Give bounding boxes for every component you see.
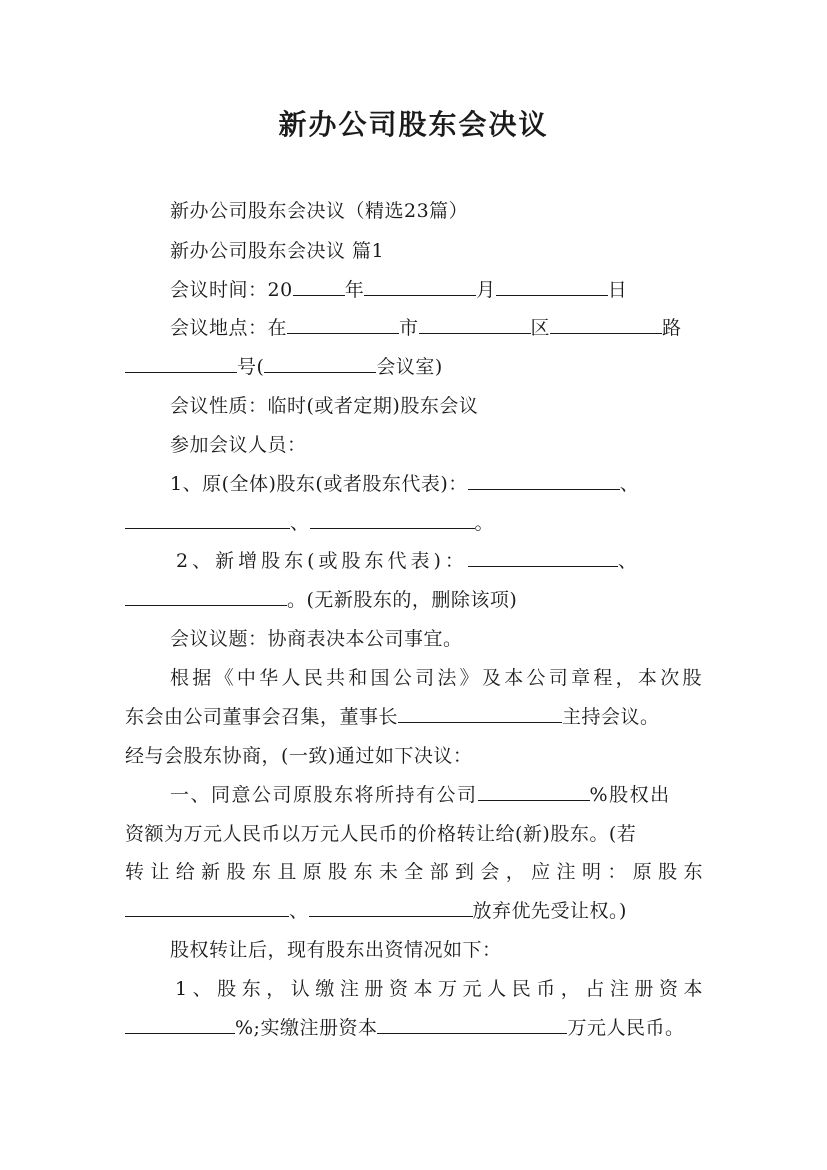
road-blank	[550, 315, 662, 334]
month-label: 月	[476, 279, 496, 301]
basis-line-3: 经与会股东协商，(一致)通过如下决议：	[125, 745, 473, 767]
attendee-item-1-cont	[125, 510, 494, 536]
number-blank	[125, 354, 237, 373]
resolution-1-line-3: 转让给新股东且原股东未全部到会，应注明：原股东	[125, 861, 703, 883]
basis-line-2-end: 主持会议。	[562, 706, 660, 728]
shareholder-blank	[310, 510, 475, 529]
section-heading: 新办公司股东会决议 篇1	[170, 240, 385, 262]
document-title: 新办公司股东会决议	[278, 108, 549, 141]
attendee-item-1-text: 1、原(全体)股东(或者股东代表)：	[170, 473, 468, 495]
road-label: 路	[662, 317, 682, 339]
city-label: 市	[399, 317, 419, 339]
paid-capital-blank	[377, 1015, 567, 1034]
attendee-item-2-note: 。(无新股东的，删除该项)	[287, 589, 518, 611]
original-shareholder-blank	[125, 898, 289, 917]
meeting-place-line	[170, 315, 682, 341]
meeting-nature-line: 会议性质：临时(或者定期)股东会议	[170, 395, 479, 417]
paid-capital-end: 万元人民币。	[567, 1017, 685, 1039]
meeting-time-label: 会议时间：20	[170, 279, 293, 301]
original-shareholder-blank	[309, 898, 473, 917]
resolution-1-text: 一、同意公司原股东将所持有公司	[170, 784, 478, 806]
district-blank	[419, 315, 531, 334]
attendee-item-2	[176, 548, 641, 574]
period: 。	[474, 512, 495, 534]
paid-capital-text: %;实缴注册资本	[235, 1017, 378, 1039]
meeting-time-line	[170, 277, 627, 303]
agenda-line: 会议议题：协商表决本公司事宜。	[170, 628, 463, 650]
basis-line-2-text: 东会由公司董事会召集，董事长	[125, 706, 399, 728]
district-label: 区	[530, 317, 551, 339]
separator: 、	[619, 473, 640, 495]
basis-line-1: 根据《中华人民共和国公司法》及本公司章程，本次股	[170, 667, 702, 689]
city-blank	[287, 315, 399, 334]
attendee-item-2-text: 2、新增股东(或股东代表)：	[176, 550, 468, 572]
meeting-place-label: 会议地点：在	[170, 317, 288, 339]
waiver-text: 放弃优先受让权。)	[472, 900, 627, 922]
meeting-place-line-2	[125, 354, 443, 380]
original-shareholder-blank	[468, 471, 620, 490]
after-transfer-line: 股权转让后，现有股东出资情况如下：	[170, 939, 502, 961]
new-shareholder-blank	[125, 587, 287, 606]
resolution-1-line-4	[125, 898, 627, 924]
subtitle-line: 新办公司股东会决议（精选23篇）	[170, 200, 469, 222]
share-percent-blank	[125, 1015, 235, 1034]
resolution-1-line-1	[170, 782, 671, 808]
attendees-heading: 参加会议人员：	[170, 434, 307, 456]
room-blank	[264, 354, 376, 373]
resolution-1-line-2: 资额为万元人民币以万元人民币的价格转让给(新)股东。(若	[125, 823, 637, 845]
chairman-blank	[398, 704, 562, 723]
attendee-item-2-cont	[125, 587, 517, 613]
year-label: 年	[344, 279, 365, 301]
day-blank	[496, 277, 608, 296]
day-label: 日	[607, 279, 628, 301]
equity-percent-blank	[478, 782, 590, 801]
shareholder-1-line-1: 1、股东，认缴注册资本万元人民币，占注册资本	[175, 978, 703, 1000]
separator: 、	[617, 550, 641, 572]
room-label: 会议室)	[376, 356, 443, 378]
month-blank	[364, 277, 476, 296]
shareholder-1-line-2	[125, 1015, 684, 1041]
year-blank	[293, 277, 345, 296]
new-shareholder-blank	[468, 548, 618, 567]
shareholder-blank	[125, 510, 290, 529]
attendee-item-1	[170, 471, 639, 497]
resolution-1-text-end: %股权出	[589, 784, 671, 806]
separator: 、	[290, 512, 310, 534]
number-label: 号(	[237, 356, 265, 378]
separator: 、	[289, 900, 309, 922]
basis-line-2	[125, 704, 660, 730]
